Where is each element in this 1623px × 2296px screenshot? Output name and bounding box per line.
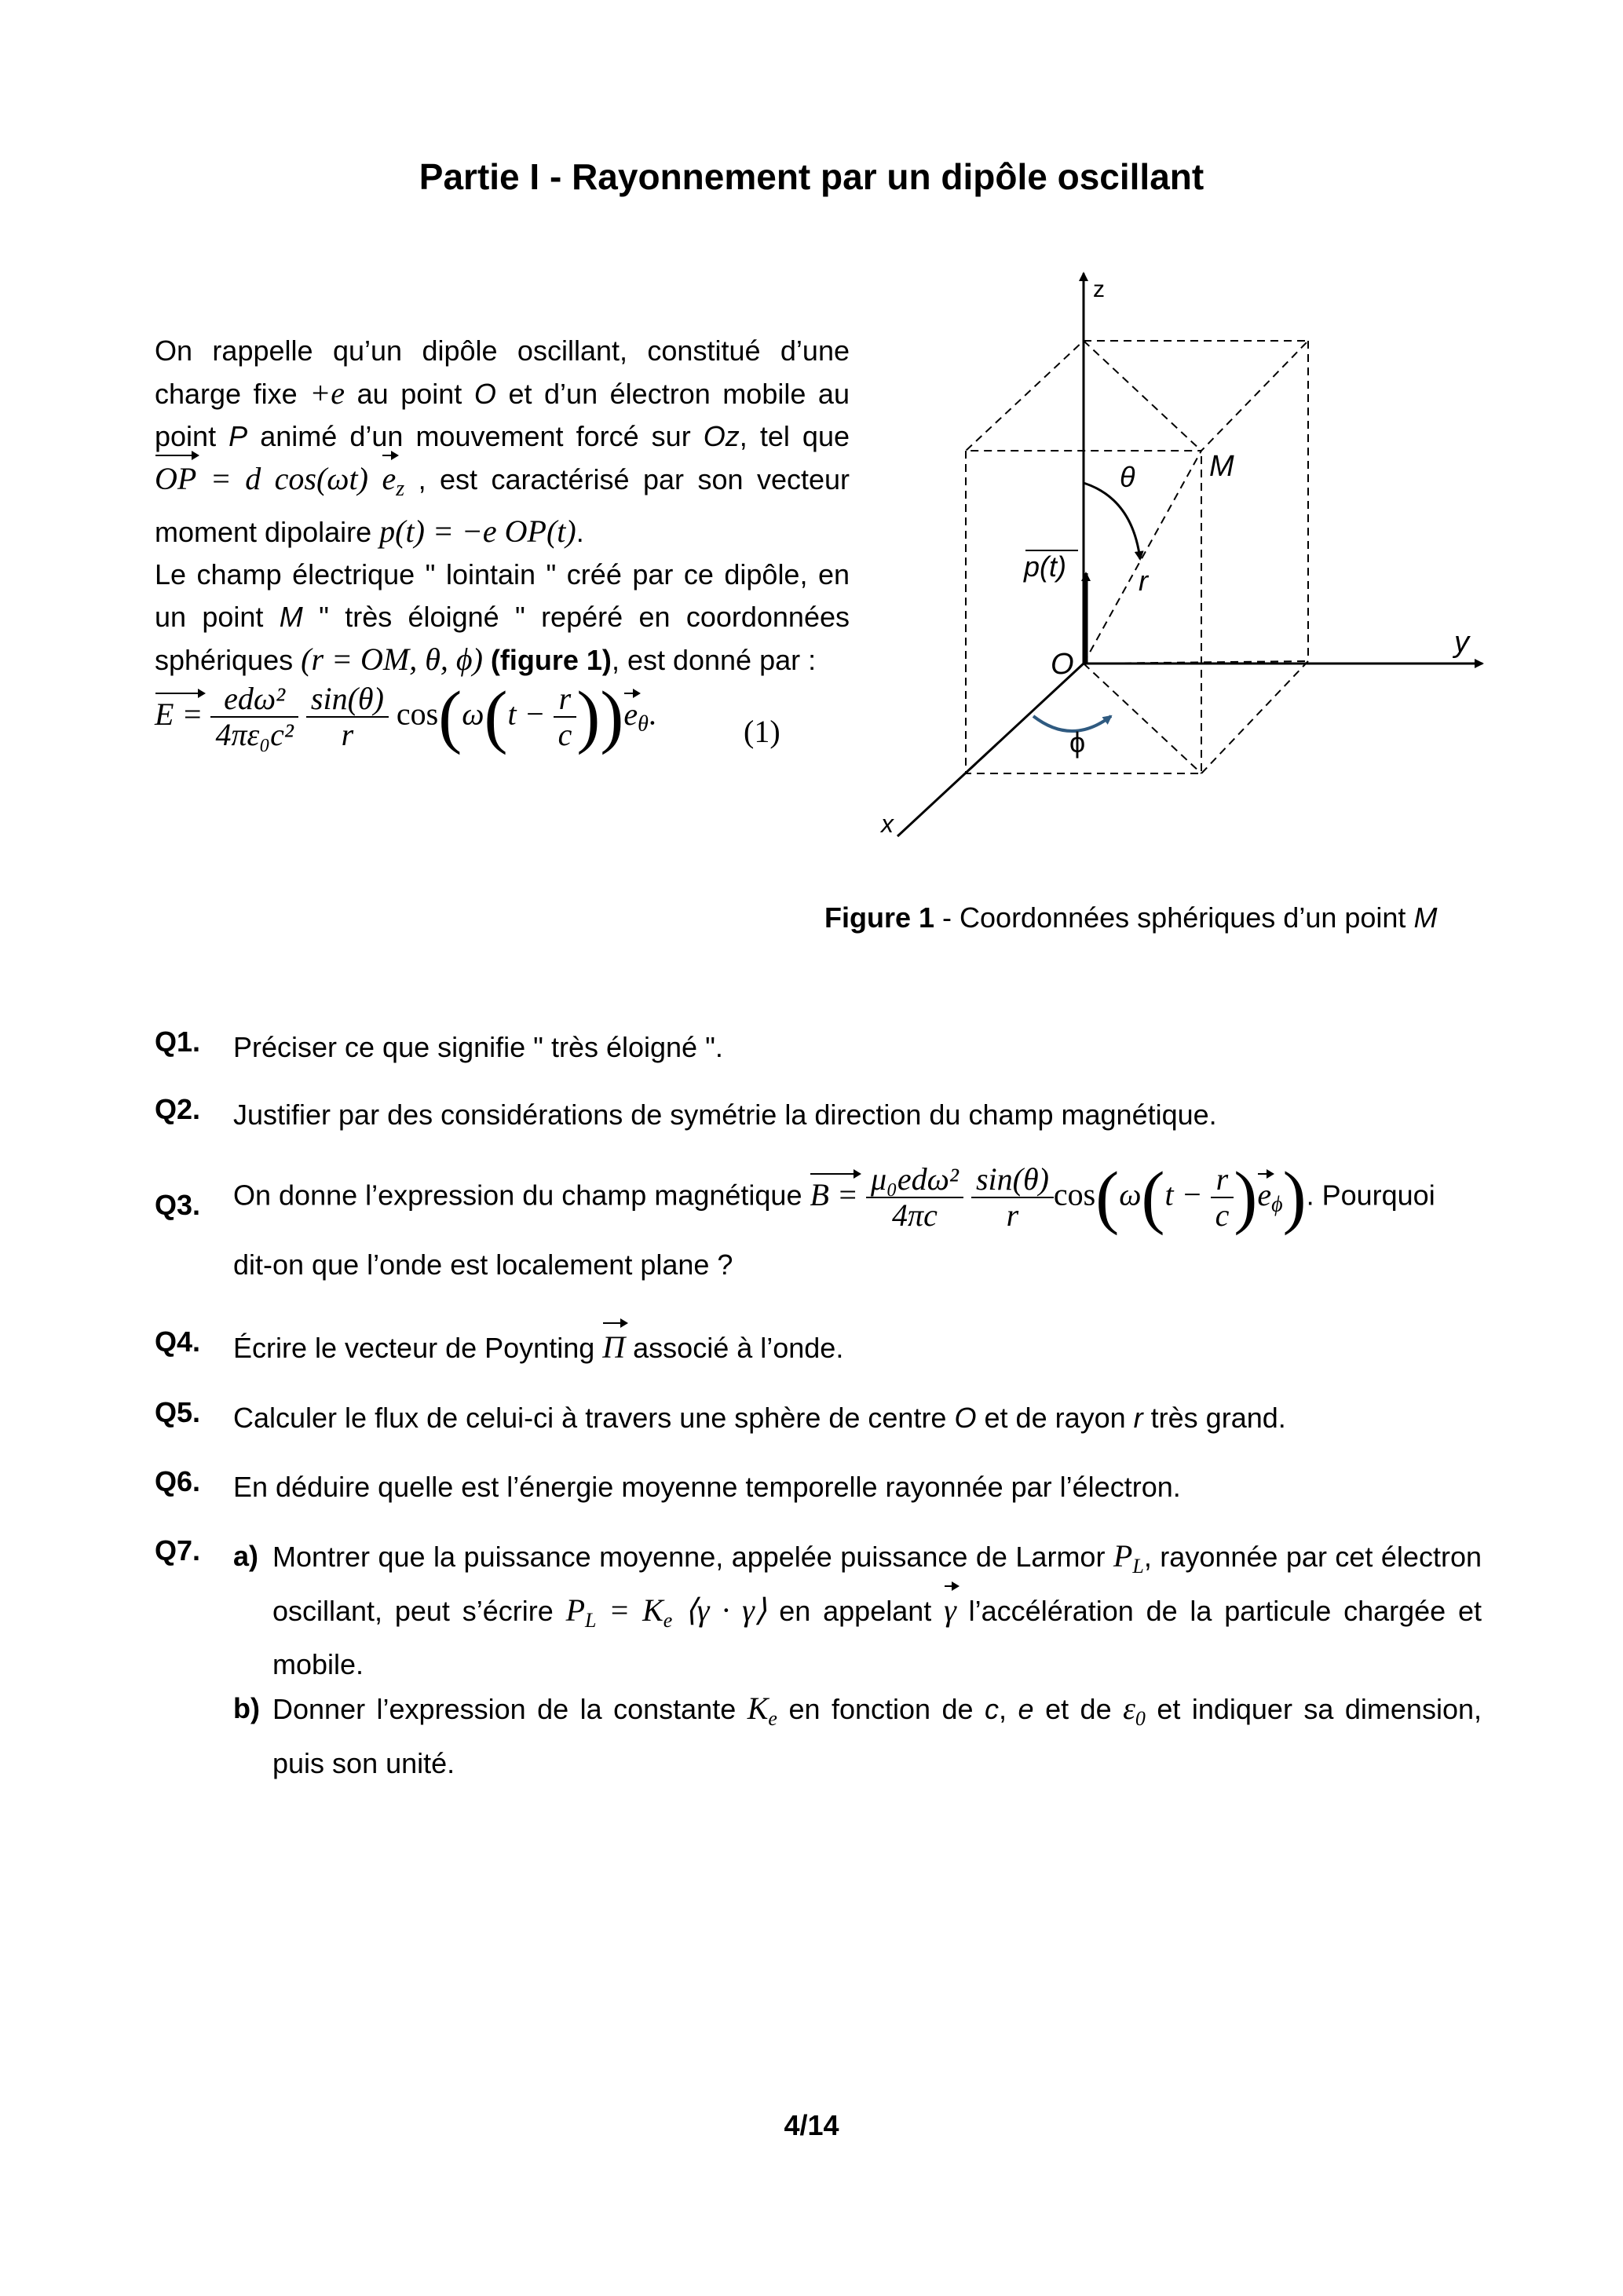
question-7: Q7. a) Montrer que la puissance moyenne, appelée puissance de Larmor $P_L$, rayonnée par cet électron oscillant, peut s’écrire $P_L = K_e$ ⟨γ · γ⟩ en appelant γ l’accélération de la particule chargée et mobile. b) Donner l’expression de la constante $K_e$ en fonction de c, e et de $\varepsilon_0$ et indiquer sa dimension, puis son unité.: [155, 1534, 1482, 1770]
eq1-frac-2: $\frac{\sin(\theta)}{r}$: [306, 682, 389, 752]
op-vector: OP: [155, 458, 196, 500]
page-number: 4/14: [784, 2109, 839, 2141]
theta-arc: [1084, 483, 1140, 559]
question-7b: b) Donner l’expression de la constante $K_e$ en fonction de c, e et de $\varepsilon_0$ et indiquer sa dimension, puis son unité.: [233, 1691, 1482, 1779]
figure-caption: Figure 1 - Coordonnées sphériques d’un point M: [824, 901, 1438, 934]
question-7a: a) Montrer que la puissance moyenne, appelée puissance de Larmor $P_L$, rayonnée par cet électron oscillant, peut s’écrire $P_L = K_e$ ⟨γ · γ⟩ en appelant γ l’accélération de la particule chargée et mobile.: [233, 1538, 1482, 1681]
label-phi: ϕ: [1069, 726, 1086, 759]
eq1-frac-1: $\frac{\text{edω²}}{\text{4πε₀c²}}$: [210, 682, 298, 752]
figure-1-diagram: [848, 259, 1508, 887]
label-z: z: [1093, 276, 1105, 302]
label-m: M: [1209, 450, 1234, 483]
intro-p1: On rappelle qu’un dipôle oscillant, constitué d’une charge fixe +e au point O et d’un électron mobile au point P animé d’un mouvement forcé sur Oz, tel que OP = d cos(ωt) $e_z$ , est caractérisé par son vecteur moment dipolaire p(t) = −e OP(t).: [155, 335, 850, 550]
eq1-label: (1): [744, 714, 780, 749]
label-x: x: [881, 810, 894, 838]
dipole-moment: p(t) = −e OP(t): [379, 514, 576, 550]
label-r: r: [1139, 565, 1148, 597]
label-y: y: [1454, 626, 1469, 659]
intro-p2: Le champ électrique " lointain " créé par ce dipôle, en un point M " très éloigné " repéré en coordonnées sphériques (r = OM, θ, ϕ) (figure 1), est donné par :: [155, 558, 850, 678]
question-3: Q3. On donne l’expression du champ magnétique B = $\frac{\text{μ₀edω²}}{4\pi c}$ $\frac{\sin(\theta)}{r}$ cos(ω(t − $\frac{r}{c}$ )$e_\phi$). Pourquoi dit-on que l’onde est localement plane ?: [155, 1158, 1435, 1281]
dashed-box: [966, 341, 1308, 773]
label-theta: θ: [1120, 461, 1135, 493]
label-pt: p(t): [1024, 550, 1066, 583]
page-title: Partie I - Rayonnement par un dipôle oscillant: [419, 156, 1204, 197]
label-o: O: [1051, 648, 1074, 681]
x-axis: [897, 664, 1084, 836]
intro-paragraph: [155, 330, 850, 682]
equation-1: E = $\frac{\text{edω²}}{\text{4πε₀c²}}$ $\frac{\sin(\theta)}{r}$ cos(ω(t − $\frac{r}{c}$ ))$e_\theta$. (1): [155, 678, 780, 755]
